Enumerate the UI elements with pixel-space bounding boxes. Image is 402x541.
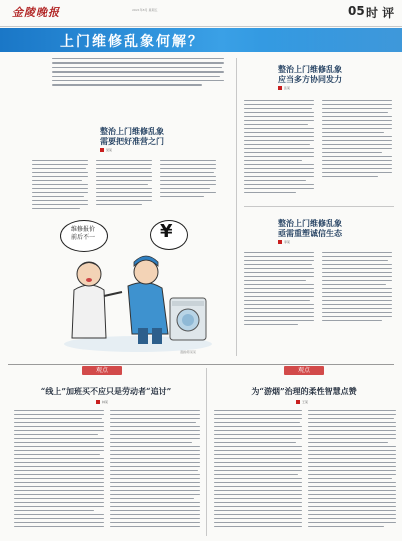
bottom-left-title: “线上”加班买不应只是劳动者“追讨”: [40, 386, 172, 396]
article2-column-1: [244, 100, 314, 193]
byline-marker-icon: [278, 86, 282, 90]
byline-marker-icon: [100, 148, 104, 152]
bottom-section-divider: [8, 364, 394, 365]
speech-bubble-text: 维修报价 前后不一: [70, 226, 95, 241]
byline-marker-icon: [296, 400, 300, 404]
right-column-divider: [244, 206, 394, 207]
bottom-right-tag: 观点: [284, 366, 324, 375]
article2-author: 张某: [284, 86, 291, 90]
newspaper-logo: 金陵晚报: [12, 6, 60, 19]
column-divider: [236, 58, 237, 356]
article1-author: 吴某: [106, 148, 113, 152]
article2-column-2: [322, 100, 392, 177]
article1-title-line2: 需要把好准营之门: [100, 136, 164, 146]
bottom-right-column-1: [214, 410, 302, 527]
masthead: [0, 0, 402, 27]
article2-title-line2: 应当多方协同发力: [278, 74, 342, 84]
bottom-left-column-1: [14, 410, 104, 527]
article3-column-1: [244, 252, 314, 325]
bottom-right-author: 王某: [302, 400, 309, 404]
article2-headline: [278, 64, 388, 90]
byline-marker-icon: [278, 240, 282, 244]
intro-text-block: [52, 58, 224, 108]
article1-title-line1: 整治上门维修乱象: [100, 126, 164, 136]
bottom-left-column-2: [110, 410, 200, 527]
bottom-right-column-2: [308, 410, 396, 527]
bottom-column-divider: [206, 368, 207, 536]
article2-title-line1: 整治上门维修乱象: [278, 64, 342, 74]
banner-title: 上门维修乱象何解？: [60, 34, 204, 50]
byline-marker-icon: [96, 400, 100, 404]
page-number: 05: [348, 4, 365, 18]
section-name: 时 评: [366, 6, 395, 20]
article1-column-2: [96, 160, 152, 205]
article3-headline: [278, 218, 388, 244]
article3-column-2: [322, 252, 392, 321]
cartoon-credit: 漫画/陈某某: [180, 350, 197, 354]
issue-date: 2021年8月 星期五: [132, 8, 158, 12]
yen-symbol: ¥: [160, 221, 173, 242]
bottom-left-author: 林某: [102, 400, 109, 404]
article1-column-1: [32, 160, 88, 209]
article3-title-line1: 整治上门维修乱象: [278, 218, 342, 228]
article1-headline: [100, 126, 210, 152]
bottom-right-title: 为“游烟”治理的柔性智慧点赞: [251, 386, 357, 396]
article1-column-3: [160, 160, 216, 197]
bottom-left-tag: 观点: [82, 366, 122, 375]
article3-title-line2: 亟需重塑诚信生态: [278, 228, 342, 238]
article3-author: 李某: [284, 240, 291, 244]
banner-decoration: [260, 28, 402, 52]
